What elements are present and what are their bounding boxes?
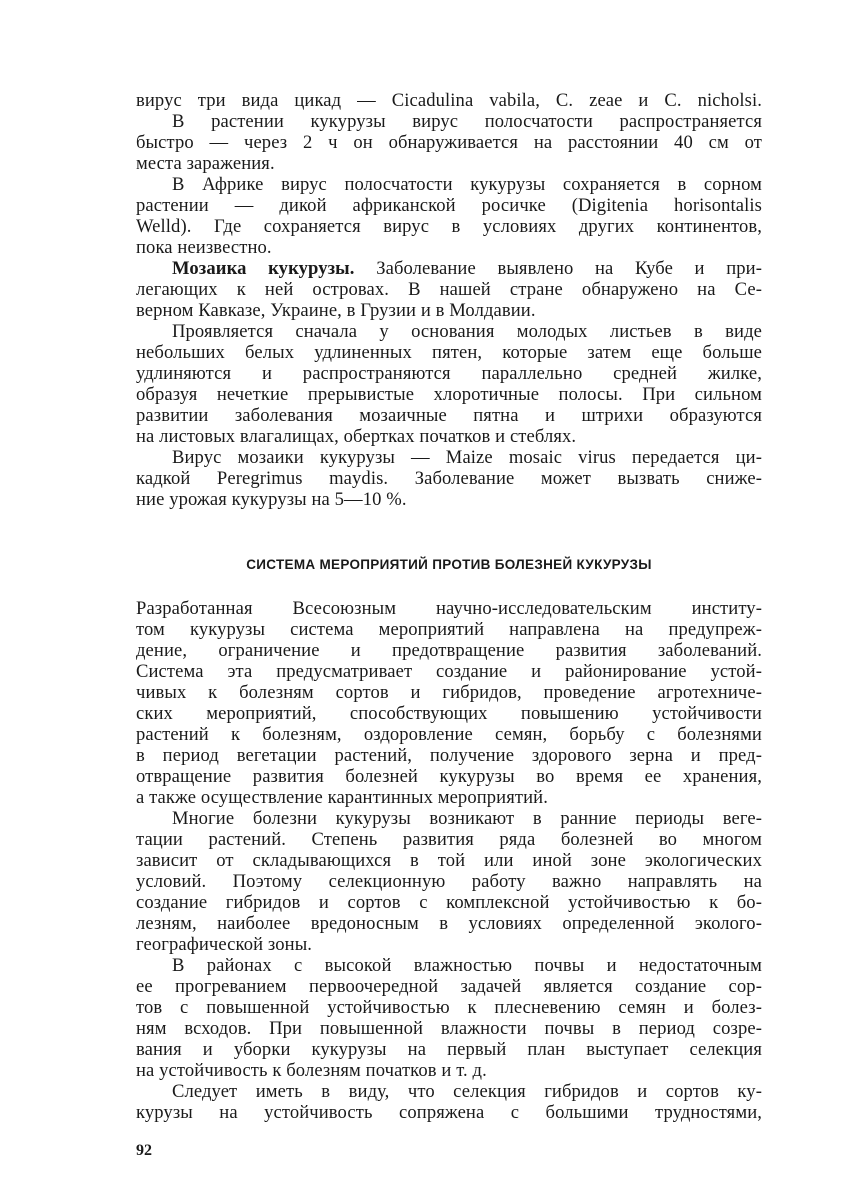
text-line: Следует иметь в виду, что селекция гибридов и сортов ку- (172, 1081, 762, 1102)
text-line: легающих к ней островах. В нашей стране обнаружено на Се- (136, 279, 762, 300)
text-line: чивых к болезням сортов и гибридов, проведение агротехниче- (136, 682, 762, 703)
text-line: быстро — через 2 ч он обнаруживается на расстоянии 40 см от (136, 132, 762, 153)
text-run: Заболевание выявлено на Кубе и при- (376, 258, 762, 279)
text-line: ских мероприятий, способствующих повышению устойчивости (136, 703, 762, 724)
subsection-title: Мозаика кукурузы. (172, 258, 355, 279)
text-line: В районах с высокой влажностью почвы и недостаточным (172, 955, 762, 976)
text-line: лезням, наиболее вредоносным в условиях определенной эколого- (136, 913, 762, 934)
text-line: Многие болезни кукурузы возникают в ранние периоды веге- (172, 808, 762, 829)
text-line: том кукурузы система мероприятий направлена на предупреж- (136, 619, 762, 640)
text-line: Проявляется сначала у основания молодых листьев в виде (172, 321, 762, 342)
text-line: ние урожая кукурузы на 5—10 %. (136, 489, 407, 510)
text-line: зависит от складывающихся в той или иной зоне экологических (136, 850, 762, 871)
text-line: Welld). Где сохраняется вирус в условиях других континентов, (136, 216, 762, 237)
text-line: условий. Поэтому селекционную работу важно направлять на (136, 871, 762, 892)
text-line: Разработанная Всесоюзным научно-исследовательским институ- (136, 598, 762, 619)
text-line: создание гибридов и сортов с комплексной устойчивостью к бо- (136, 892, 762, 913)
text-line: ням всходов. При повышенной влажности почвы в период созре- (136, 1018, 762, 1039)
text-line: удлиняются и распространяются параллельно средней жилке, (136, 363, 762, 384)
text-line: в период вегетации растений, получение здорового зерна и пред- (136, 745, 762, 766)
text-line: на листовых влагалищах, обертках початков и стеблях. (136, 426, 577, 447)
text-line: образуя нечеткие прерывистые хлоротичные полосы. При сильном (136, 384, 762, 405)
text-line: растении — дикой африканской росичке (Digitenia horisontalis (136, 195, 762, 216)
section-heading: СИСТЕМА МЕРОПРИЯТИЙ ПРОТИВ БОЛЕЗНЕЙ КУКУРУЗЫ (246, 557, 652, 572)
text-line: пока неизвестно. (136, 237, 272, 258)
text-line: Вирус мозаики кукурузы — Maize mosaic virus передается ци- (172, 447, 762, 468)
text-line: отвращение развития болезней кукурузы во время ее хранения, (136, 766, 762, 787)
text-line: вирус три вида цикад — Cicadulina vabila, C. zeae и C. nicholsi. (136, 90, 762, 111)
bottom-text-block (136, 598, 762, 1123)
text-line: небольших белых удлиненных пятен, которые затем еще больше (136, 342, 762, 363)
text-line: курузы на устойчивость сопряжена с большими трудностями, (136, 1102, 762, 1123)
page-number: 92 (136, 1142, 152, 1159)
text-line: места заражения. (136, 153, 275, 174)
text-line: на устойчивость к болезням початков и т. д. (136, 1060, 487, 1081)
text-line: В растении кукурузы вирус полосчатости распространяется (172, 111, 762, 132)
text-line: ее прогреванием первоочередной задачей является создание сор- (136, 976, 762, 997)
text-line: развитии заболевания мозаичные пятна и штрихи образуются (136, 405, 762, 426)
text-line: географической зоны. (136, 934, 313, 955)
text-line: тации растений. Степень развития ряда болезней во многом (136, 829, 762, 850)
top-text-block (136, 90, 762, 510)
text-line: кадкой Peregrimus maydis. Заболевание может вызвать сниже- (136, 468, 762, 489)
text-line: а также осуществление карантинных мероприятий. (136, 787, 548, 808)
text-line: растений к болезням, оздоровление семян, борьбу с болезнями (136, 724, 762, 745)
text-line: верном Кавказе, Украине, в Грузии и в Молдавии. (136, 300, 536, 321)
text-line: Система эта предусматривает создание и районирование устой- (136, 661, 762, 682)
text-line: дение, ограничение и предотвращение развития заболеваний. (136, 640, 762, 661)
text-line: тов с повышенной устойчивостью к плесневению семян и болез- (136, 997, 762, 1018)
text-line: вания и уборки кукурузы на первый план выступает селекция (136, 1039, 762, 1060)
text-line (136, 258, 762, 279)
text-line: В Африке вирус полосчатости кукурузы сохраняется в сорном (172, 174, 762, 195)
